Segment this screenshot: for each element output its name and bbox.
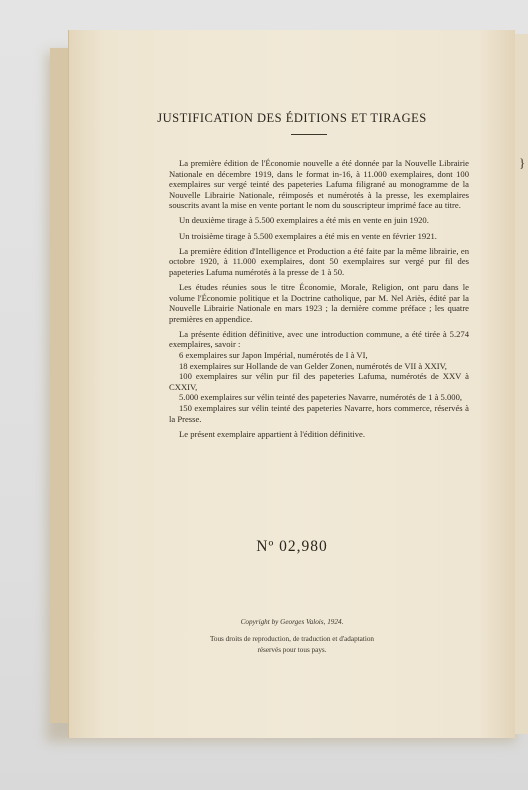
list-item-japon: 6 exemplaires sur Japon Impérial, numérotés de I à VI, [179,350,368,360]
paragraph-closing: Le présent exemplaire appartient à l'édition définitive. [179,428,365,439]
facing-page-glyph: } [519,155,526,170]
copy-number: Nº 02,980 [256,538,328,555]
list-item-navarre: 5.000 exemplaires sur vélin teinté des papeteries Navarre, numérotés de 1 à 5.000, [179,392,463,403]
rights-line-2: réservés pour tous pays. [257,645,327,654]
list-item-lafuma: 100 exemplaires sur vélin pur fil des papeteries Lafuma, numérotés de XXV à CXXIV, [169,371,469,392]
justification-text [169,158,469,444]
paragraph-collected-studies: Les études réunies sous le titre Économie, Morale, Religion, ont paru dans le volume l'Économie politique et la Doctrine catholique, par M. Nel Ariès, édité par la Nouvelle Librairie Nationale en mars 1923 ; la dernière comme préface ; les quatre premières en appendice. [169,281,469,324]
rights-notice [69,634,515,655]
paragraph-second-printing: Un deuxième tirage à 5.500 exemplaires a été mis en vente en juin 1920. [179,215,429,226]
paragraph-third-printing: Un troisième tirage à 5.500 exemplaires a été mis en vente en février 1921. [179,230,437,241]
list-item-hollande: 18 exemplaires sur Hollande de van Gelder Zonen, numérotés de VII à XXIV, [179,360,447,371]
paragraph-first-edition: La première édition de l'Économie nouvelle a été donnée par la Nouvelle Librairie Nationale en décembre 1919, dans le format in-16, à 11.000 exemplaires, dont 100 exemplaires sur vergé teinté des papeteries Lafuma filigrané au monogramme de la Nouvelle Librairie Nationale, réimposés et numérotés à la presse, les exemplaires souscrits avant la mise en vente portant le nom du souscripteur imprimé face au titre. [169,158,469,211]
rights-line-1: Tous droits de reproduction, de traduction et d'adaptation [209,635,375,643]
heading-rule [291,134,327,135]
list-item-presse: 150 exemplaires sur vélin teinté des papeteries Navarre, hors commerce, réservés à la Presse. [169,402,469,424]
copyright-line: Copyright by Georges Valois, 1924. [240,618,344,626]
paragraph-definitive-edition: La présente édition définitive, avec une introduction commune, a été tirée à 5.274 exemplaires, savoir : [169,328,469,350]
page-heading: JUSTIFICATION DES ÉDITIONS ET TIRAGES [157,111,427,125]
paragraph-intelligence-production: La première édition d'Intelligence et Production a été faite par la même librairie, en octobre 1920, à 11.000 exemplaires, dont 50 exemplaires sur vergé pur fil des papeteries Lafuma numérotés à la presse de 1 à 50. [169,245,469,277]
book-page [68,30,515,738]
